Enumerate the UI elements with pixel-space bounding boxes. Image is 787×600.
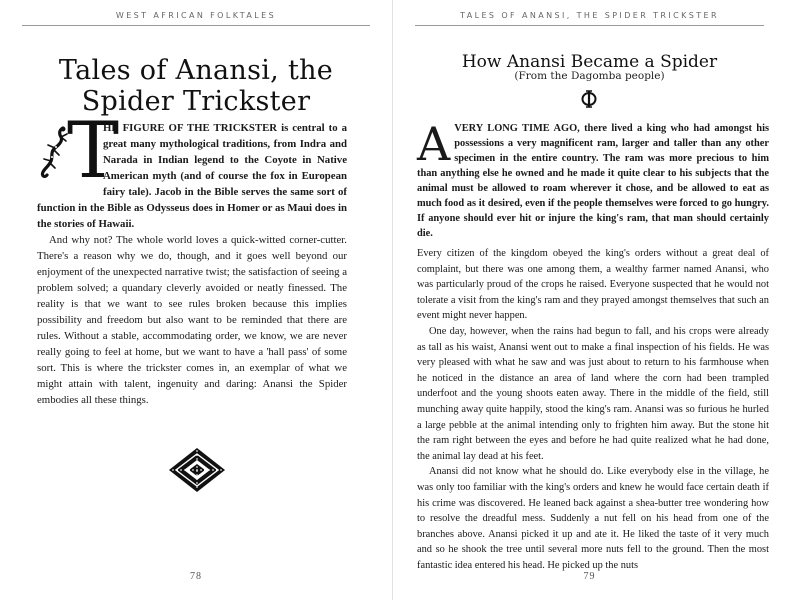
dropcap-block [37,106,120,196]
header-rule [22,25,370,26]
story-paragraph: One day, however, when the rains had begun to fall, and his crops were already as tall as his waist, Anansi went out to make a final inspection of his fields. He was very pleased with what he saw and was just about to return to his farmhouse when he noticed in the distance an area of land where the corn had been trampled underfoot and the young shoots eaten away. There in the middle of the field, still munching away quite happily, stood the king's ram. Anansi was so furious he hurled a large pebble at the animal intending only to frighten him away. But the stone hit the ram right between the eyes and before he had quite realized what he had done, the animal lay dead at his feet. [417,325,769,462]
dropcap-letter: T [67,106,120,196]
dropcap-letter: A [417,117,451,171]
intro-text [37,106,348,408]
title-line-2: Spider Trickster [81,86,311,117]
story-intro [417,117,769,241]
running-head-left: WEST AFRICAN FOLKTALES [115,11,277,20]
intro-bold-paragraph: HE FIGURE OF THE TRICKSTER is central to a great many mythological traditions, from Indra and Narada in Indian legend to the Coyote in Native American myth (and of course the fox in European fairy tale). Jacob in the Bible serves the same sort of function in the Bible as Odysseus does in Homer or as Maui does in the stories of Hawaii. [37,122,347,230]
story-paragraph: Every citizen of the kingdom obeyed the king's orders without a great deal of complaint, but there was one among them, a wealthy farmer named Anansi, who was particularly proud of the crops he raised. Everyone suspected that he would not tolerate a visit from the king's ram and they prayed amongst themselves that such an event might never happen. [417,248,769,322]
adinkra-symbol-icon [581,90,597,108]
diamond-ornament-icon [168,447,226,493]
body-paragraph: And why not? The whole world loves a quick-witted corner-cutter. There's a reason why we do, though, and it goes well beyond our enjoyment of the unexpected narrative twist; the satisfaction of seeing a problem solved; a quandary cleverly avoided or neatly finessed. The reality is that we want to see rules broken because this implies possibility and freedom but also want to be reminded that there are rules. Without a stable, accommodating order, we know, we are never really going to feel at home, but we want to have a 'hall pass' of some sort. This is where the trickster comes in, an exemplar of what we might attain with talent, ingenuity and daring: Anansi the Spider embodies all these things. [37,234,348,406]
left-page [0,0,393,600]
story-paragraph: Anansi did not know what he should do. Like everybody else in the village, he was only too familiar with the king's orders and knew he would face certain death if his crime was discovered. He leaned back against a shea-butter tree wondering how to resolve the dreadful mess. Suddenly a nut fell on his head from one of the branches above. Anansi picked it up and ate it. He liked the taste of it very much and so he shook the tree until several more nuts fell to the ground. Then the most fantastic idea entered his head. He picked up the nuts [417,466,769,571]
story-intro-text: VERY LONG TIME AGO, there lived a king who had amongst his possessions a very magnificent ram, larger and taller than any other specimen in the entire country. The ram was more precious to him than anything else he owned and he made it quite clear to his subjects that the animal must be allowed to roam wherever it chose, and be allowed to eat as much food as it desired, even if the people themselves were forced to go hungry. If anyone should ever hit or injure the king's ram, that man should certainly die. [417,123,769,239]
running-head-right: TALES OF ANANSI, THE SPIDER TRICKSTER [460,11,719,20]
header-rule [415,25,764,26]
page-number-left: 78 [190,571,202,582]
story-subtitle: (From the Dagomba people) [514,70,665,82]
right-page [393,0,786,600]
story-body [417,246,769,573]
story-title: How Anansi Became a Spider [461,52,718,72]
title-line-1: Tales of Anansi, the [58,55,334,86]
gecko-icon [37,126,71,180]
page-number-right: 79 [583,571,596,582]
